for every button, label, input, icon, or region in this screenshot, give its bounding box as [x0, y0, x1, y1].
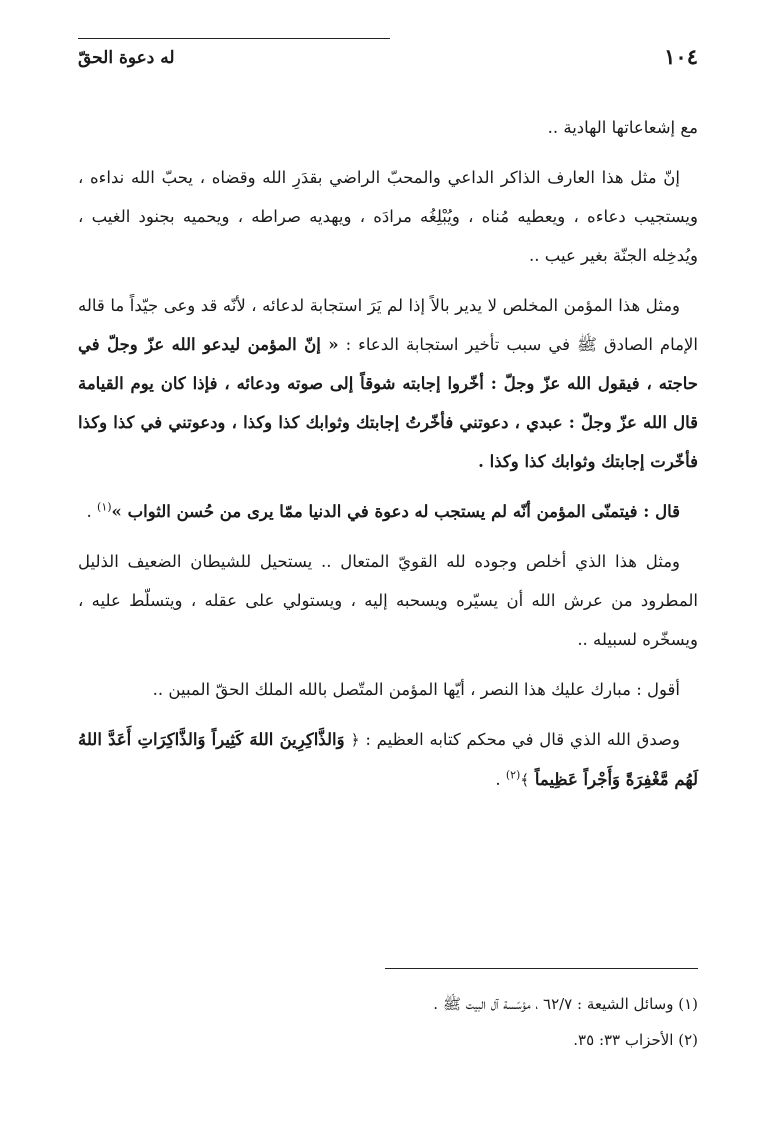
paragraph-4-end: . [86, 502, 98, 521]
hadith-quote-continued: قال : فيتمنّى المؤمن أنّه لم يستجب له دعوة في الدنيا ممّا يرى من حُسن الثواب » [111, 502, 680, 521]
paragraph-7 [78, 720, 698, 800]
footnote-1: (١) وسائل الشيعة : ٦٢/٧ ، مؤسّسة آل البيت ﷺ . [433, 995, 698, 1013]
paragraph-3-text: ومثل هذا المؤمن المخلص لا يدير بالاً إذا لم يَرَ استجابة لدعائه ، لأنّه قد وعى جيّداً ما قاله الإمام الصادق ﷺ في سبب تأخير استجابة الدعاء : [78, 296, 698, 354]
quran-close-bracket: ﴾ [520, 771, 530, 789]
paragraph-4 [78, 492, 698, 531]
paragraph-5: ومثل هذا الذي أخلص وجوده لله القويّ المتعال .. يستحيل للشيطان الضعيف الذليل المطرود من عرش الله أن يسيّره ويسحبه إليه ، ويستولي على عقله ، ويتسلّط عليه ، ويسخّره لسبيله .. [78, 552, 698, 649]
paragraph-6: أقول : مبارك عليك هذا النصر ، أيّها المؤمن المتّصل بالله الملك الحقّ المبين .. [152, 680, 680, 699]
footnote-ref-1[interactable]: (١) [97, 500, 112, 514]
page-header [78, 38, 698, 80]
running-title: له دعوة الحقّ [78, 48, 175, 68]
hadith-quote: « إنّ المؤمن ليدعو الله عزّ وجلّ في حاجته ، فيقول الله عزّ وجلّ : أخّروا إجابته شوقاً إلى صوته ودعائه ، فإذا كان يوم القيامة قال الله عزّ وجلّ : عبدي ، دعوتني فأخّرتُ إجابتك وثوابك كذا وكذا ، ودعوتني في كذا وكذا فأخّرت إجابتك وثوابك كذا وكذا . [78, 335, 698, 471]
paragraph-3 [78, 286, 698, 481]
main-text [78, 108, 698, 811]
paragraph-7-text: وصدق الله الذي قال في محكم كتابه العظيم : [359, 730, 680, 749]
footnotes [78, 986, 698, 1058]
footnote-ref-2[interactable]: (٢) [505, 768, 521, 782]
header-rule [78, 38, 390, 39]
paragraph-2: إنّ مثل هذا العارف الذاكر الداعي والمحبّ الراضي بقدَرِ الله وقضاه ، يحبّ الله نداءه ، ويستجيب دعاءه ، ويعطيه مُناه ، ويُبْلِغُه مرادَه ، ويهديه صراطه ، ويحميه بجنود الغيب ، ويُدخِله الجنّة بغير عيب .. [78, 168, 698, 265]
page-number: ١٠٤ [664, 44, 698, 69]
paragraph-7-end: . [495, 770, 506, 789]
quran-open-bracket: ﴿ [350, 731, 360, 749]
paragraph-1: مع إشعاعاتها الهادية .. [547, 118, 698, 137]
footnote-rule [385, 968, 698, 969]
quran-verse: وَالذَّاكِرِينَ اللهَ كَثِيراً وَالذَّاكِرَاتِ أَعَدَّ اللهُ لَهُم مَّغْفِرَةً وَأَجْراً عَظِيماً [78, 730, 698, 789]
footnote-2: (٢) الأحزاب ٣٣: ٣٥. [573, 1031, 698, 1049]
